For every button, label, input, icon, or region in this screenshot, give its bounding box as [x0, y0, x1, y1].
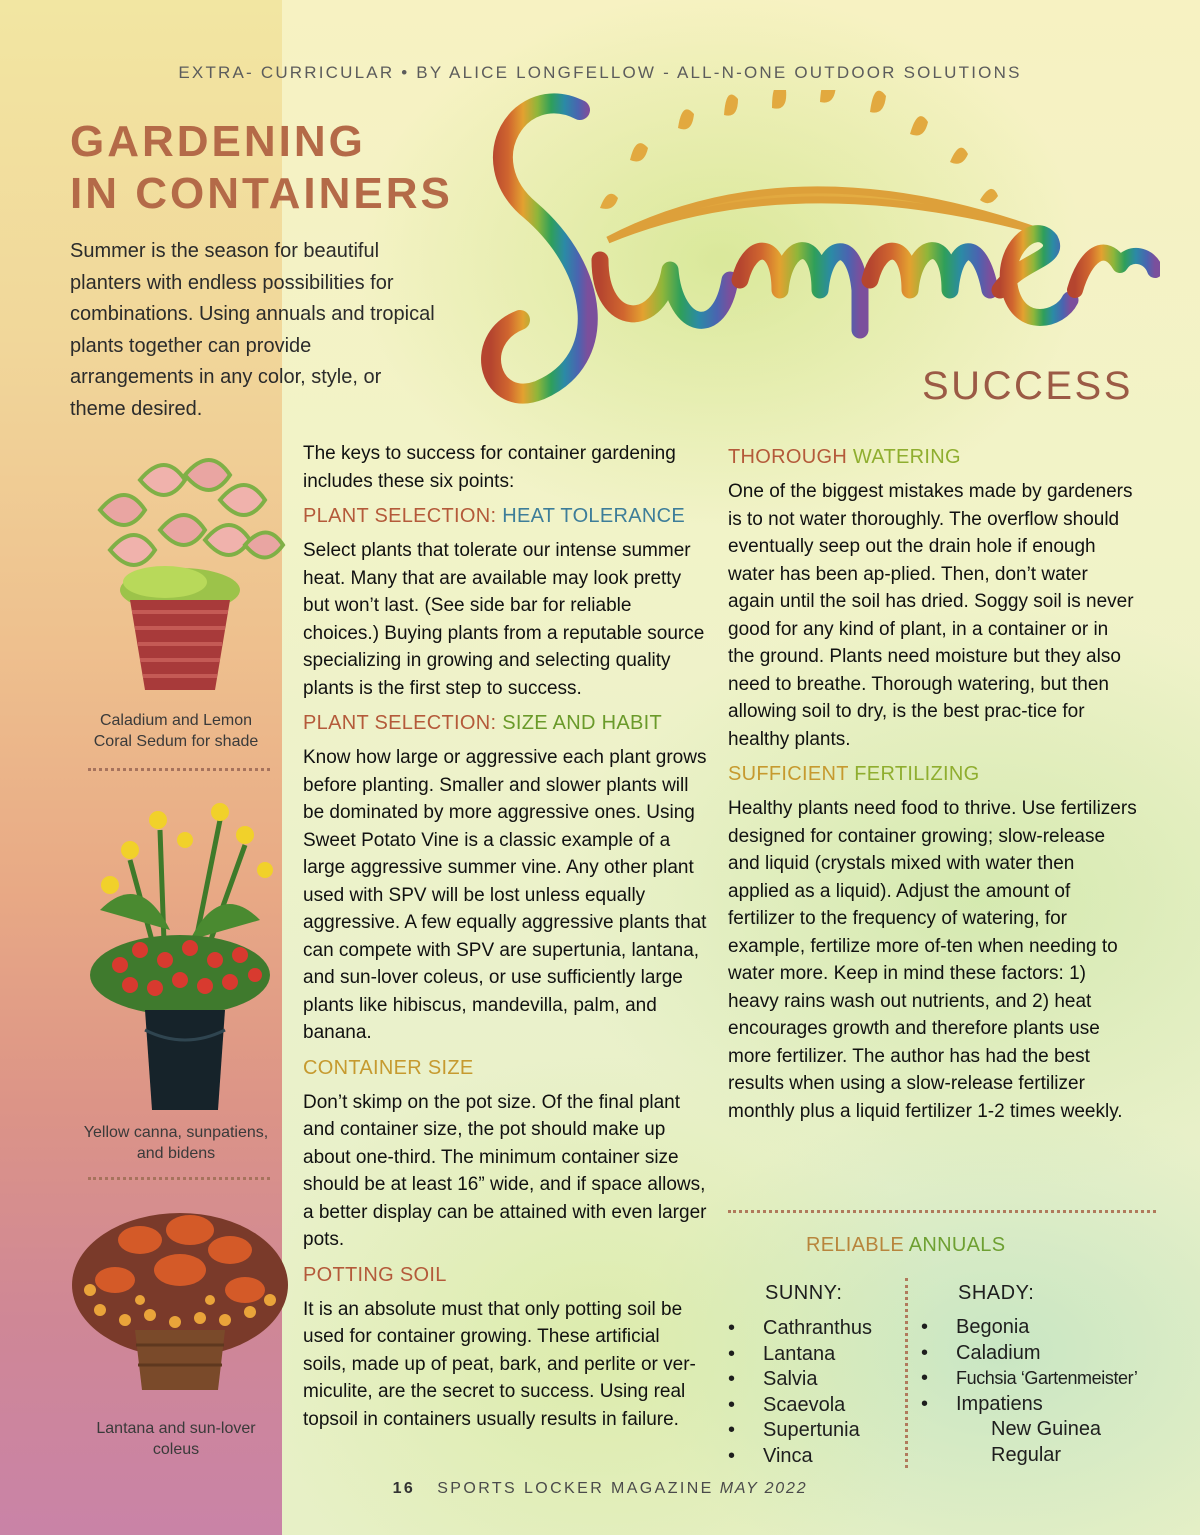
- annuals-column-divider: [905, 1278, 908, 1468]
- heading-part: WATERING: [852, 446, 961, 468]
- intro-paragraph: Summer is the season for beautiful planters with endless possibilities for combinations. Using annuals and tropical plants together can provide arrangements in any color, style, or theme desired.: [70, 240, 435, 420]
- list-item: • Scaevola: [728, 1393, 872, 1419]
- caption-line: Coral Sedum for shade: [93, 733, 259, 750]
- caption-line: Caladium and Lemon: [99, 712, 253, 729]
- sun-rays-icon: [600, 90, 1035, 240]
- photo-caption-1: [70, 710, 282, 752]
- heading-container-size: [303, 1056, 708, 1080]
- annuals-title-part: ANNUALS: [908, 1234, 1006, 1256]
- heading-part: THOROUGH: [728, 446, 853, 468]
- shady-label: SHADY:: [958, 1282, 1035, 1304]
- lead-paragraph: The keys to success for container gardening includes these six points:: [303, 443, 676, 492]
- list-item: • Begonia: [921, 1315, 1138, 1341]
- body-watering: One of the biggest mistakes made by gardeners is to not water thoroughly. The overflow should eventually seep out the drain hole if enough water has been ap-plied. Then, don’t water again until the soil has dried. Soggy soil is never good for any kind of plant, in a container or in the ground. Plants need moisture but they also need to breathe. Thorough watering, but then allowing soil to dry, is the best prac-tice for healthy plants.: [728, 481, 1134, 750]
- heading-part: SIZE AND HABIT: [502, 712, 663, 734]
- issue-date: MAY 2022: [719, 1480, 808, 1497]
- heading-fertilizing: [728, 762, 1138, 786]
- list-item: • Vinca: [728, 1444, 872, 1470]
- list-item: • Salvia: [728, 1367, 872, 1393]
- list-item: • Fuchsia ‘Gartenmeister’: [921, 1366, 1138, 1392]
- title-line-2: IN CONTAINERS: [70, 169, 453, 218]
- page-number: 16: [392, 1480, 416, 1497]
- heading-part: FERTILIZING: [854, 763, 980, 785]
- body-potting-soil: It is an absolute must that only potting soil be used for container growing. These artificial soils, made up of peat, bark, and perlite or ver-miculite, are the secret to success. Using real topsoil in containers usually results in failure.: [303, 1298, 696, 1430]
- list-item: • Caladium: [921, 1341, 1138, 1367]
- article-column-2: [728, 445, 1138, 1125]
- caption-line: coleus: [152, 1441, 200, 1458]
- article-column-1: [303, 440, 708, 1433]
- article-title: [70, 116, 453, 220]
- caladium-planter-photo: [70, 440, 290, 700]
- photo-caption-2: [70, 1122, 282, 1164]
- body-container-size: Don’t skimp on the pot size. Of the final plant and container size, the pot should make up about one-third. The minimum container size should be at least 16” wide, and if space allows, a better display can be attained with even larger pots.: [303, 1091, 707, 1250]
- caption-line: Yellow canna, sunpatiens,: [83, 1124, 269, 1141]
- photo-caption-3: [70, 1418, 282, 1460]
- heading-part: POTTING SOIL: [303, 1263, 447, 1286]
- page-footer: [0, 1480, 1200, 1498]
- annuals-title-part: RELIABLE: [806, 1234, 909, 1256]
- lantana-planter-photo: [70, 1200, 290, 1400]
- list-item: • Lantana: [728, 1342, 872, 1368]
- title-line-1: GARDENING: [70, 117, 366, 166]
- heading-watering: [728, 445, 1138, 469]
- sunny-list: [728, 1316, 872, 1469]
- heading-part: SUFFICIENT: [728, 763, 855, 785]
- body-heat-tolerance: Select plants that tolerate our intense summer heat. Many that are available may look pretty but won’t last. (See side bar for reliable choices.) Buying plants from a reputable source specializing in growing and selecting quality plants is the first step to success.: [303, 540, 705, 699]
- annuals-divider: [728, 1210, 1156, 1213]
- annuals-title: [806, 1234, 1005, 1257]
- heading-part: PLANT SELECTION:: [303, 712, 503, 734]
- success-word: SUCCESS: [922, 364, 1133, 408]
- heading-part: PLANT SELECTION:: [303, 505, 503, 527]
- heading-part: HEAT TOLERANCE: [502, 505, 686, 527]
- body-fertilizing: Healthy plants need food to thrive. Use fertilizers designed for container growing; slow-release and liquid (crystals mixed with water then applied as a liquid). Adjust the amount of fertilizer to the frequency of watering, for example, fertilize more of-ten when needing to water more. Keep in mind these factors: 1) heavy rains wash out nutrients, and 2) heat encourages growth and therefore plants use more fertilizer. The author has had the best results when using a slow-release fertilizer monthly plus a liquid fertilizer 1-2 times weekly.: [728, 798, 1137, 1122]
- list-item: • Impatiens: [921, 1392, 1138, 1418]
- body-size-habit: Know how large or aggressive each plant grows before planting. Smaller and slower plants will be dominated by more aggressive ones. Using Sweet Potato Vine is a classic example of a large aggressive summer vine. Any other plant used with SPV will be lost unless equally aggressive. A few equally aggressive plants that can compete with SPV are supertunia, lantana, and sun-lover coleus, or use sufficiently large plants like hibiscus, mandevilla, palm, and banana.: [303, 747, 707, 1043]
- sunny-label: SUNNY:: [765, 1282, 843, 1304]
- heading-part: CONTAINER SIZE: [303, 1056, 474, 1079]
- heading-potting-soil: [303, 1263, 708, 1287]
- heading-heat-tolerance: [303, 504, 708, 528]
- heading-size-habit: [303, 711, 708, 735]
- list-subitem: Regular: [991, 1443, 1062, 1466]
- list-item: • Cathranthus: [728, 1316, 872, 1342]
- caption-divider: [88, 1177, 270, 1180]
- list-subitem: New Guinea: [991, 1418, 1102, 1440]
- shady-list: [921, 1315, 1138, 1468]
- magazine-name: SPORTS LOCKER MAGAZINE: [437, 1480, 714, 1497]
- list-item: • Supertunia: [728, 1418, 872, 1444]
- caption-line: and bidens: [136, 1145, 216, 1162]
- caption-line: Lantana and sun-lover: [96, 1420, 256, 1437]
- canna-planter-photo: [70, 790, 290, 1120]
- page-kicker: EXTRA- CURRICULAR • BY ALICE LONGFELLOW - ALL-N-ONE OUTDOOR SOLUTIONS: [178, 63, 1022, 82]
- caption-divider: [88, 768, 270, 771]
